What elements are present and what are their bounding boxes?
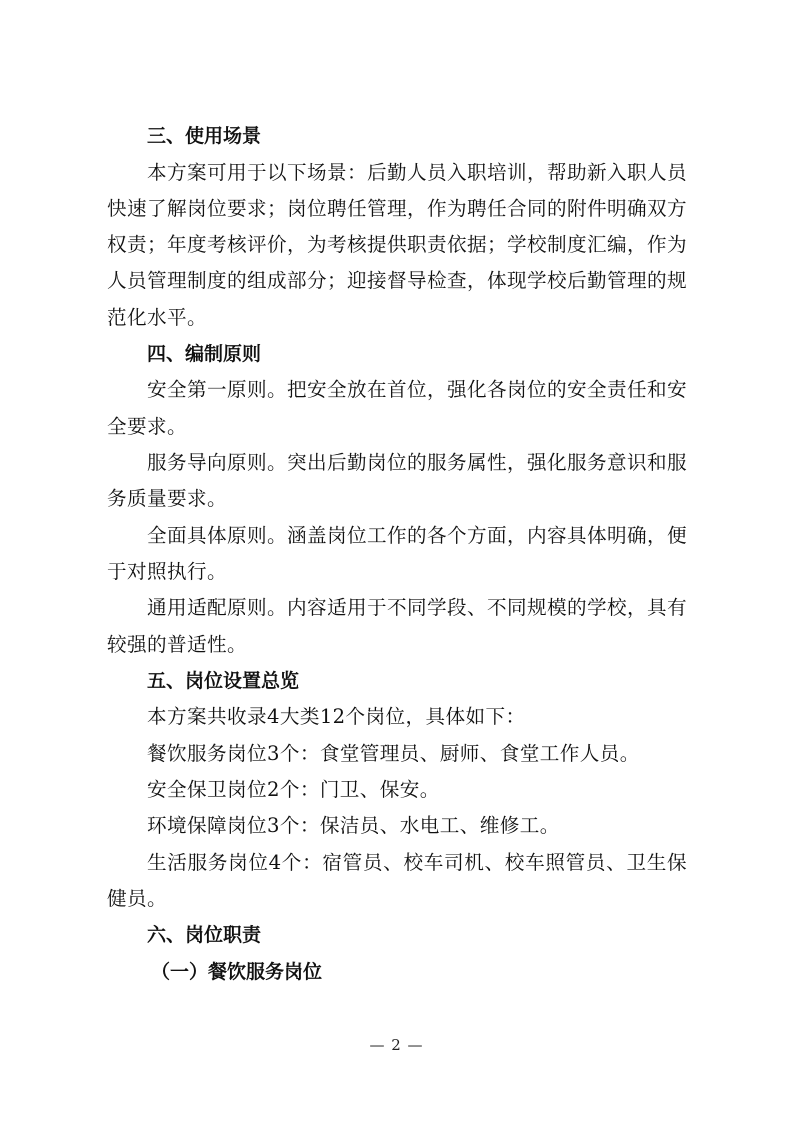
paragraph-safety-principle: 安全第一原则。把安全放在首位，强化各岗位的安全责任和安全要求。: [107, 378, 687, 438]
paragraph-security-positions: 安全保卫岗位2个：门卫、保安。: [147, 777, 440, 801]
paragraph-living-service-positions: 生活服务岗位4个：宿管员、校车司机、校车照管员、卫生保健员。: [107, 850, 687, 910]
paragraph-service-principle: 服务导向原则。突出后勤岗位的服务属性，强化服务意识和服务质量要求。: [107, 451, 687, 511]
subsection-heading-catering: （一）餐饮服务岗位: [151, 960, 323, 983]
section-heading-positions-overview: 五、岗位设置总览: [147, 669, 300, 692]
paragraph-usage-scenarios: 本方案可用于以下场景：后勤人员入职培训，帮助新入职人员快速了解岗位要求；岗位聘任管理，作为聘任合同的附件明确双方权责；年度考核评价，为考核提供职责依据；学校制度汇编，作为人员管理制度的组成部分；迎接督导检查，体现学校后勤管理的规范化水平。: [107, 160, 687, 329]
paragraph-catering-positions: 餐饮服务岗位3个：食堂管理员、厨师、食堂工作人员。: [147, 741, 640, 765]
document-body: [107, 118, 687, 990]
paragraph-overview-intro: 本方案共收录4大类12个岗位，具体如下：: [147, 705, 526, 729]
section-heading-responsibilities: 六、岗位职责: [147, 924, 262, 947]
section-heading-principles: 四、编制原则: [147, 342, 262, 365]
paragraph-universal-principle: 通用适配原则。内容适用于不同学段、不同规模的学校，具有较强的普适性。: [107, 596, 687, 656]
paragraph-environment-positions: 环境保障岗位3个：保洁员、水电工、维修工。: [147, 814, 560, 838]
paragraph-comprehensive-principle: 全面具体原则。涵盖岗位工作的各个方面，内容具体明确，便于对照执行。: [107, 523, 687, 583]
section-heading-usage-scenarios: 三、使用场景: [147, 125, 262, 147]
page-number: — 2 —: [369, 1036, 424, 1054]
